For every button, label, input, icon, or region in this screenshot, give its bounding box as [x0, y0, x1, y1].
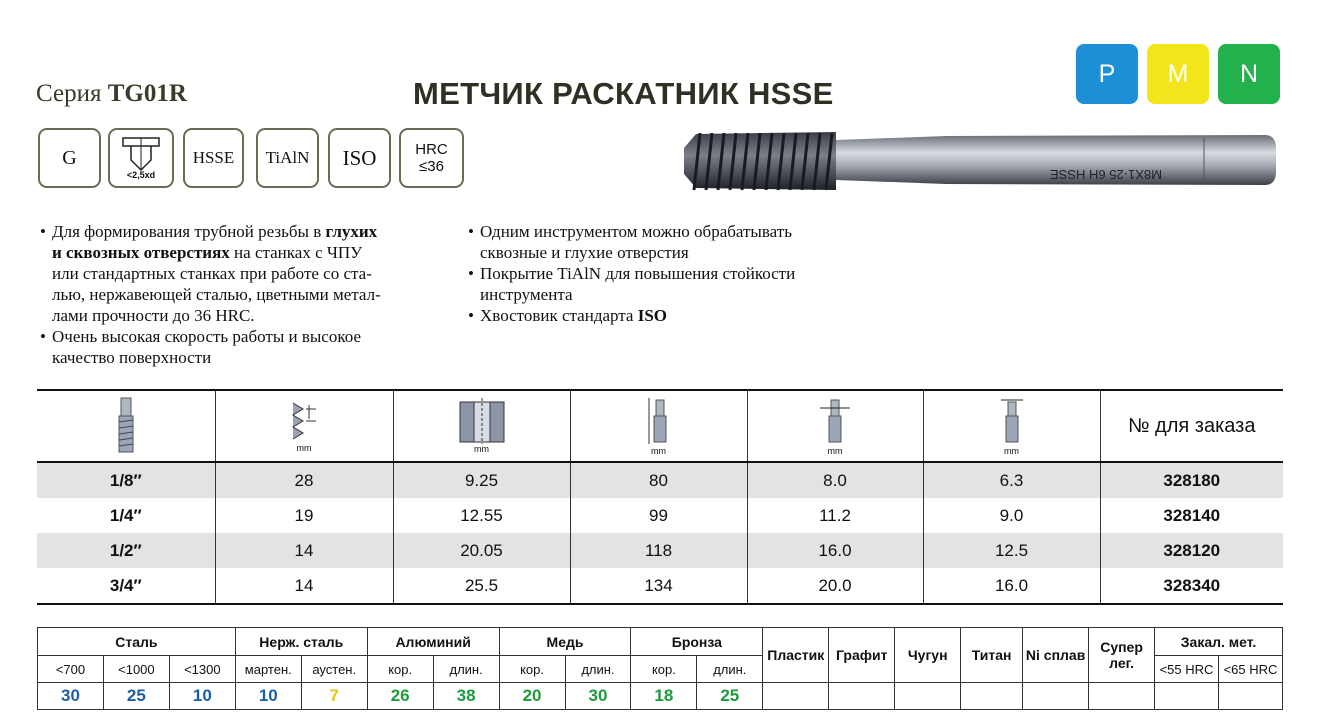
- cell-shank: 16.0: [747, 533, 923, 568]
- sub-header: мартен.: [235, 656, 301, 683]
- cell-length: 80: [570, 462, 747, 498]
- speed-value: 20: [499, 683, 565, 710]
- material-badge-n: N: [1218, 44, 1280, 104]
- speed-value: 30: [565, 683, 631, 710]
- hsse-label: HSSE: [192, 148, 235, 167]
- cell-shank: 8.0: [747, 462, 923, 498]
- group-aluminium: Алюминий: [367, 628, 499, 656]
- speed-value: 10: [169, 683, 235, 710]
- description-right: [468, 221, 868, 326]
- cell-length: 134: [570, 568, 747, 604]
- sub-header: длин.: [565, 656, 631, 683]
- cell-drill: 9.25: [393, 462, 570, 498]
- unit-label: mm: [1004, 446, 1019, 456]
- total-length-icon: [644, 396, 674, 446]
- speed-value: 25: [697, 683, 763, 710]
- material-badge-p: P: [1076, 44, 1138, 104]
- product-table: [37, 391, 1283, 605]
- cell-order: 328140: [1100, 498, 1283, 533]
- sub-header: длин.: [433, 656, 499, 683]
- thread-type-label: G: [62, 146, 77, 169]
- cell-pitch: 14: [215, 533, 393, 568]
- hrc-value: ≤36: [419, 158, 444, 175]
- feature-item: [468, 221, 868, 263]
- col-header-length: [570, 391, 747, 462]
- group-graphite: Графит: [829, 628, 895, 683]
- shank-diameter-icon: [818, 396, 852, 446]
- text: Очень высокая скорость работы и высокое: [52, 327, 361, 346]
- cell-size: 1/8″: [37, 462, 215, 498]
- col-header-drill: [393, 391, 570, 462]
- col-header-pitch: [215, 391, 393, 462]
- cell-size: 1/4″: [109, 505, 142, 525]
- series-label: [36, 80, 187, 108]
- sub-header: кор.: [499, 656, 565, 683]
- text: или стандартных станках при работе со ста-: [52, 264, 372, 283]
- hrc-icon: [399, 128, 464, 188]
- speed-value: 7: [301, 683, 367, 710]
- sub-header: аустен.: [301, 656, 367, 683]
- group-superalloy: Супер лег.: [1089, 628, 1155, 683]
- depth-label: <2,5xd: [126, 170, 156, 180]
- cell-order: 328120: [1100, 533, 1283, 568]
- col-header-order: № для заказа: [1100, 391, 1283, 462]
- cell-square: 9.0: [923, 498, 1100, 533]
- unit-label: mm: [474, 444, 489, 454]
- cell-length: 118: [570, 533, 747, 568]
- sub-header: <1000: [103, 656, 169, 683]
- thread-pitch-icon: [289, 399, 319, 443]
- group-ni-alloy: Ni сплав: [1023, 628, 1089, 683]
- col-header-shank: [747, 391, 923, 462]
- group-titanium: Титан: [961, 628, 1023, 683]
- text: лами прочности до 36 HRC.: [52, 306, 255, 325]
- speed-value-empty: [1155, 683, 1219, 710]
- group-hardened: Закал. мет.: [1155, 628, 1283, 656]
- cell-drill: 12.55: [393, 498, 570, 533]
- group-steel: Сталь: [38, 628, 236, 656]
- hrc-label: HRC: [415, 141, 448, 158]
- hsse-icon: [183, 128, 244, 188]
- table-row: [37, 533, 1283, 568]
- feature-item: [40, 326, 440, 368]
- tool-marking: M8X1·25 6H HSSE: [1050, 167, 1162, 182]
- text-bold: ISO: [637, 306, 668, 325]
- description-left: [40, 221, 440, 368]
- drill-diameter-icon: [458, 398, 506, 444]
- cell-square: 12.5: [923, 533, 1100, 568]
- col-header-square: [923, 391, 1100, 462]
- table-row: [37, 568, 1283, 604]
- text: Для формирования трубной резьбы в: [52, 222, 326, 241]
- sub-header: <700: [38, 656, 104, 683]
- speed-value-empty: [763, 683, 829, 710]
- cell-size: 1/2″: [37, 533, 215, 568]
- sub-header: кор.: [631, 656, 697, 683]
- text: качество поверхности: [52, 348, 212, 367]
- speed-value: 25: [103, 683, 169, 710]
- tialn-label: TiAlN: [265, 148, 310, 167]
- text: Хвостовик стандарта: [480, 306, 638, 325]
- group-bronze: Бронза: [631, 628, 763, 656]
- cell-length: 99: [570, 498, 747, 533]
- cell-drill: 25.5: [393, 568, 570, 604]
- depth-icon: [108, 128, 174, 188]
- cell-drill: 20.05: [393, 533, 570, 568]
- cell-shank: 20.0: [747, 568, 923, 604]
- square-size-icon: [997, 396, 1027, 446]
- group-cast-iron: Чугун: [895, 628, 961, 683]
- cell-square: 16.0: [923, 568, 1100, 604]
- speed-value-empty: [829, 683, 895, 710]
- sub-header: <1300: [169, 656, 235, 683]
- cell-size: 3/4″: [37, 568, 215, 604]
- unit-label: mm: [296, 443, 312, 453]
- cell-order: 328180: [1100, 462, 1283, 498]
- sub-header: длин.: [697, 656, 763, 683]
- group-copper: Медь: [499, 628, 631, 656]
- text: сквозные и глухие отверстия: [480, 243, 689, 262]
- cell-square: 6.3: [923, 462, 1100, 498]
- table-row: [37, 498, 1283, 533]
- feature-item: [468, 305, 868, 326]
- blind-hole-icon: [119, 136, 163, 174]
- speed-value: 30: [38, 683, 104, 710]
- cell-pitch: 14: [215, 568, 393, 604]
- cell-pitch: 28: [215, 462, 393, 498]
- speed-value-empty: [1023, 683, 1089, 710]
- page-title: МЕТЧИК РАСКАТНИК HSSE: [413, 76, 834, 111]
- speed-value: 38: [433, 683, 499, 710]
- text: лью, нержавеющей сталью, цветными метал-: [52, 285, 381, 304]
- speed-value-empty: [1218, 683, 1282, 710]
- series-prefix: Серия: [36, 80, 102, 107]
- table-row: [37, 462, 1283, 498]
- unit-label: mm: [827, 446, 843, 456]
- material-badge-m: M: [1147, 44, 1209, 104]
- speed-value: 10: [235, 683, 301, 710]
- group-stainless: Нерж. сталь: [235, 628, 367, 656]
- speed-value-empty: [961, 683, 1023, 710]
- speed-value: 26: [367, 683, 433, 710]
- unit-label: mm: [651, 446, 666, 456]
- sub-header: кор.: [367, 656, 433, 683]
- tialn-icon: [256, 128, 319, 188]
- col-header-size: [37, 391, 215, 462]
- text: на станках с ЧПУ: [229, 243, 363, 262]
- cell-order: 328340: [1100, 568, 1283, 604]
- group-plastic: Пластик: [763, 628, 829, 683]
- text-bold: и сквозных отверстиях: [52, 243, 230, 262]
- speed-value-empty: [895, 683, 961, 710]
- sub-header: <65 HRC: [1218, 656, 1282, 683]
- cell-shank: 11.2: [747, 498, 923, 533]
- cell-pitch: 19: [215, 498, 393, 533]
- speed-value: 18: [631, 683, 697, 710]
- feature-item: [40, 221, 440, 326]
- sub-header: <55 HRC: [1155, 656, 1219, 683]
- iso-label: ISO: [342, 145, 377, 170]
- tap-size-icon: [114, 396, 138, 456]
- speed-table: [37, 627, 1283, 710]
- iso-icon: [328, 128, 391, 188]
- text: Одним инструментом можно обрабатывать: [480, 222, 792, 241]
- thread-type-icon: [38, 128, 101, 188]
- text: Покрытие TiAlN для повышения стойкости: [480, 264, 796, 283]
- series-code: TG01R: [107, 80, 187, 107]
- feature-item: [468, 263, 868, 305]
- text-bold: глухих: [325, 222, 378, 241]
- text: инструмента: [480, 285, 573, 304]
- tap-tool-image: [676, 128, 1282, 198]
- speed-value-empty: [1089, 683, 1155, 710]
